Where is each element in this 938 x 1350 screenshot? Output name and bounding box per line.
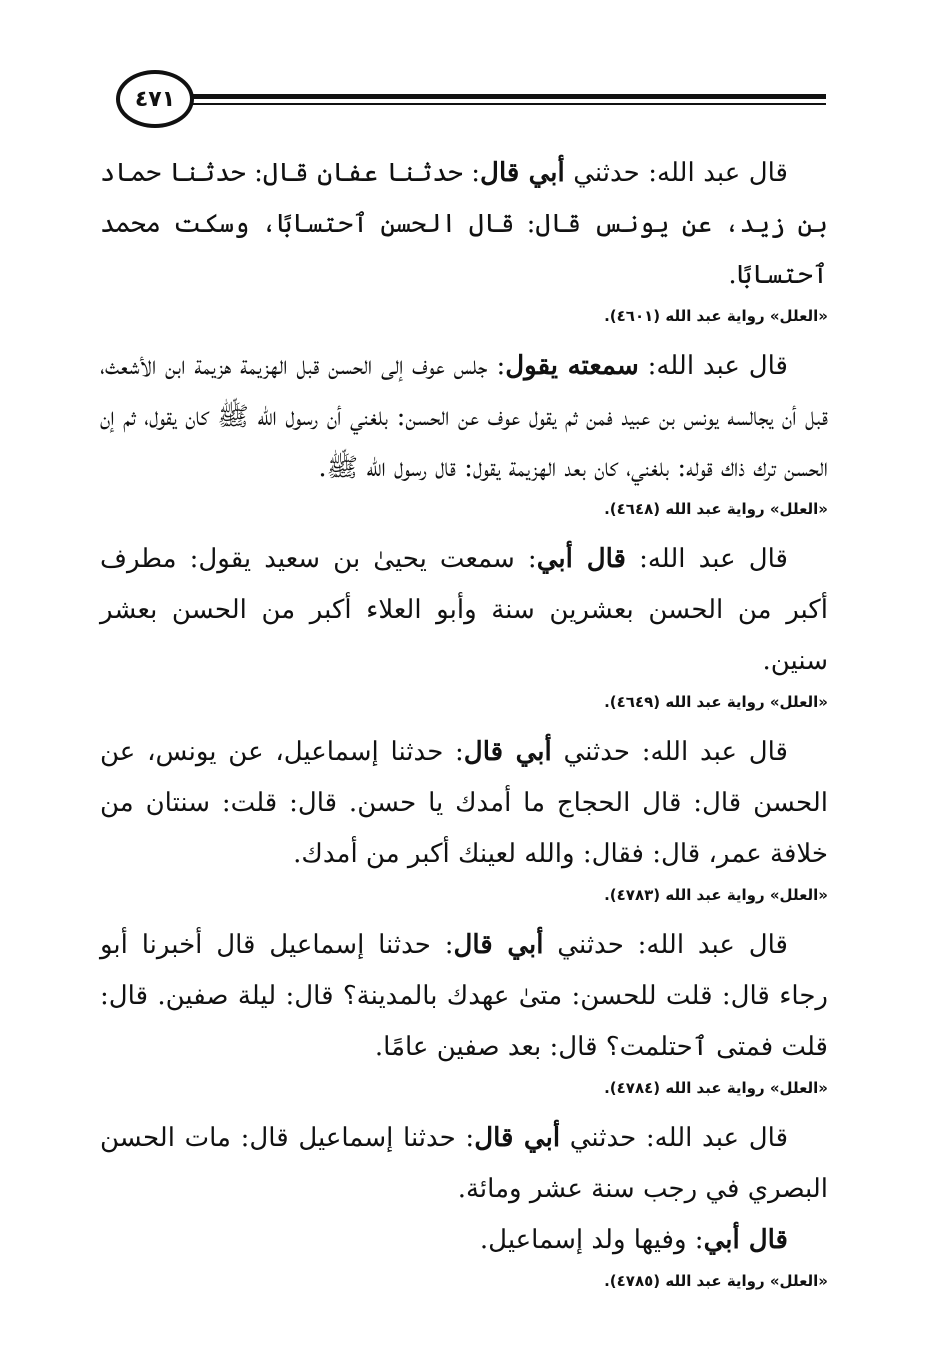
entry-reference: «العلل» رواية عبد الله (٤٦٤٩). xyxy=(604,693,828,711)
entry-bold: سمعته يقول xyxy=(505,351,639,381)
entry-bold: أبي قال xyxy=(474,1123,561,1153)
entry-rest: : حدثنا إسماعيل، عن يونس، عن الحسن قال: قال الحجاج ما أمدك يا حسن. قال: قلت: سنتان من خلافة عمر، قال: فقال: والله لعينك أكبر من أمدك. xyxy=(100,737,828,869)
page-number: ٤٧١ xyxy=(134,86,176,112)
entry-rest: : جلس عوف إلى الحسن قبل الهزيمة هزيمة ابن الأشعث، قبل أن يجالسه يونس بن عبيد فمن ثم يقول عوف عن الحسن: بلغني أن رسول الله ﷺ كان يقول، ثم إن الحسن ترك ذاك قوله: بلغني، كان بعد الهزيمة يقول: قال رسول الله ﷺ. xyxy=(100,351,828,483)
entry-lead: قال عبد الله: حدثني xyxy=(560,1123,789,1153)
header-rule-thick xyxy=(174,94,826,99)
entry-bold: قال أبي xyxy=(703,1225,788,1255)
entry-reference: «العلل» رواية عبد الله (٤٦٠١). xyxy=(604,307,828,325)
page-header xyxy=(96,66,826,136)
entry-bold: أبي قال xyxy=(480,158,565,188)
entry-text xyxy=(100,920,828,1073)
page-body xyxy=(100,148,828,1306)
entry-reference: «العلل» رواية عبد الله (٤٧٨٥). xyxy=(604,1272,828,1290)
entry-reference: «العلل» رواية عبد الله (٤٧٨٣). xyxy=(604,886,828,904)
entry-bold: أبي قال xyxy=(463,737,552,767)
entry-lead: قال عبد الله: xyxy=(638,351,788,381)
page-number-badge xyxy=(116,70,194,128)
entry-reference: «العلل» رواية عبد الله (٤٧٨٤). xyxy=(604,1079,828,1097)
entry-text xyxy=(100,341,828,494)
entry-rest: : سمعت يحيىٰ بن سعيد يقول: مطرف أكبر من الحسن بعشرين سنة وأبو العلاء أكبر من الحسن بعشر سنين. xyxy=(100,544,828,676)
entry-reference: «العلل» رواية عبد الله (٤٦٤٨). xyxy=(604,500,828,518)
entry-lead: قال عبد الله: xyxy=(625,544,788,574)
header-rule-thin xyxy=(174,103,826,105)
entry-text xyxy=(100,727,828,880)
entry-text-continued xyxy=(100,1215,828,1266)
entry-text xyxy=(100,148,828,301)
entry-lead: قال عبد الله: حدثني xyxy=(543,930,788,960)
entry-text xyxy=(100,1113,828,1215)
entry-rest: : حدثنا إسماعيل قال: مات الحسن البصري في رجب سنة عشر ومائة. xyxy=(100,1123,828,1204)
entry-rest: : حدثنا إسماعيل قال أخبرنا أبو رجاء قال: قلت للحسن: متىٰ عهدك بالمدينة؟ قال: ليلة صفين. قال: قلت فمتى ٱحتلمت؟ قال: بعد صفين عامًا. xyxy=(100,930,828,1062)
entry-bold: قال أبي xyxy=(536,544,626,574)
entry-lead: قال عبد الله: حدثني xyxy=(551,737,788,767)
entry-text xyxy=(100,534,828,687)
entry-rest: : وفيها ولد إسماعيل. xyxy=(479,1225,704,1255)
entry-rest: : حدثنا عفان قال: حدثنا حماد بن زيد، عن يونس قال: قال الحسن ٱحتسابًا، وسكت محمد ٱحتسابًا. xyxy=(100,158,828,290)
entry-bold: أبي قال xyxy=(453,930,544,960)
entry-lead: قال عبد الله: حدثني xyxy=(564,158,788,188)
